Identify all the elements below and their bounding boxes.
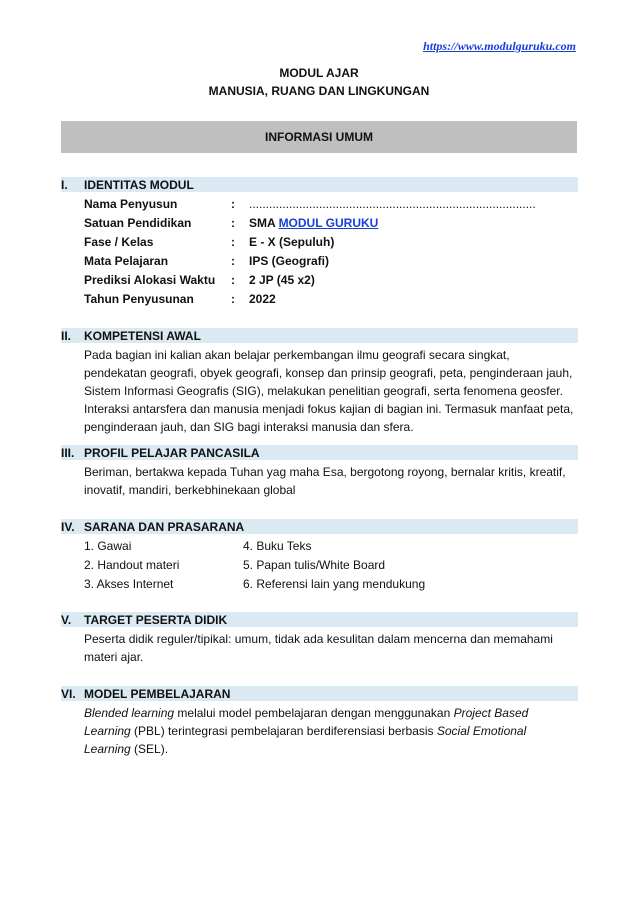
row-value: E - X (Sepuluh)	[249, 234, 335, 249]
modul-guruku-link[interactable]: MODUL GURUKU	[278, 215, 379, 230]
text-run: (PBL) terintegrasi pembelajaran berdiferensiasi berbasis	[130, 724, 437, 738]
row-value-prefix: SMA	[249, 215, 279, 230]
section-identitas	[61, 177, 578, 308]
row-value: IPS (Geografi)	[249, 253, 330, 268]
list-item: 6. Referensi lain yang mendukung	[243, 577, 426, 591]
section-number: IV.	[61, 519, 75, 534]
document-subtitle: MANUSIA, RUANG DAN LINGKUNGAN	[208, 84, 430, 98]
section-sarana	[61, 519, 578, 594]
section-title: TARGET PESERTA DIDIK	[84, 612, 228, 627]
section-body: Pada bagian ini kalian akan belajar perkembangan ilmu geografi secara singkat, pendekatan geografi, obyek geografi, konsep dan prinsip geografi, peta, penginderaan jauh, Sistem Informasi Geografis (SIG), melakukan penelitian geografi, serta fenomena geosfer. Interaksi antarsfera dan manusia menjadi fokus kajian di bagian ini. Termasuk manfaat peta, penginderaan jauh, dan SIG bagi interaksi manusia dan sfera.	[84, 348, 574, 434]
row-key: Fase / Kelas	[84, 234, 154, 249]
row-key: Mata Pelajaran	[84, 253, 169, 268]
text-run: melalui model pembelajaran dengan menggunakan	[174, 706, 454, 720]
text-italic: Project Based Learning	[84, 706, 529, 738]
section-heading	[61, 328, 578, 343]
row-key: Tahun Penyusunan	[84, 291, 194, 306]
section-heading	[61, 177, 578, 192]
sarana-list	[84, 537, 578, 594]
section-heading	[61, 445, 578, 460]
row-colon: :	[231, 215, 235, 230]
section-body: Beriman, bertakwa kepada Tuhan yag maha Esa, bergotong royong, bernalar kritis, kreatif, inovatif, mandiri, berkebhinekaan global	[84, 465, 566, 497]
section-number: III.	[61, 445, 75, 460]
info-umum-bar: INFORMASI UMUM	[61, 121, 577, 153]
website-link[interactable]: https://www.modulguruku.com	[423, 39, 576, 53]
identity-row	[84, 251, 578, 270]
section-title: PROFIL PELAJAR PANCASILA	[84, 445, 260, 460]
list-item: 1. Gawai	[84, 539, 132, 553]
document-title: MODUL AJAR	[279, 66, 359, 80]
row-key: Prediksi Alokasi Waktu	[84, 272, 216, 287]
section-kompetensi	[61, 328, 578, 436]
row-value: 2022	[249, 291, 276, 306]
section-model	[61, 686, 578, 758]
section-body	[84, 704, 574, 758]
row-colon: :	[231, 291, 235, 306]
section-number: I.	[61, 177, 68, 192]
list-item: 5. Papan tulis/White Board	[243, 558, 386, 572]
row-colon: :	[231, 253, 235, 268]
row-key: Satuan Pendidikan	[84, 215, 192, 230]
identity-row	[84, 213, 578, 232]
section-number: VI.	[61, 686, 76, 701]
section-title: MODEL PEMBELAJARAN	[84, 686, 231, 701]
row-value: ......................................................................................	[249, 196, 536, 211]
text-run: (SEL).	[130, 742, 169, 756]
section-title: KOMPETENSI AWAL	[84, 328, 201, 343]
section-title: SARANA DAN PRASARANA	[84, 519, 245, 534]
text-italic: Blended learning	[84, 706, 175, 720]
section-heading	[61, 612, 578, 627]
section-number: II.	[61, 328, 72, 343]
list-item: 3. Akses Internet	[84, 577, 174, 591]
section-body: Peserta didik reguler/tipikal: umum, tidak ada kesulitan dalam mencerna dan memahami materi ajar.	[84, 632, 553, 664]
row-colon: :	[231, 196, 235, 211]
identity-row	[84, 289, 578, 308]
section-heading	[61, 519, 578, 534]
text-italic: Social Emotional Learning	[84, 724, 527, 756]
identity-row	[84, 270, 578, 289]
section-heading	[61, 686, 578, 701]
section-target	[61, 612, 578, 666]
section-number: V.	[61, 612, 72, 627]
section-profil	[61, 445, 578, 499]
list-item: 4. Buku Teks	[243, 539, 312, 553]
section-title: IDENTITAS MODUL	[84, 177, 194, 192]
row-colon: :	[231, 234, 235, 249]
list-item: 2. Handout materi	[84, 558, 180, 572]
row-key: Nama Penyusun	[84, 196, 178, 211]
identity-row	[84, 194, 578, 213]
row-value: 2 JP (45 x2)	[249, 272, 315, 287]
identity-row	[84, 232, 578, 251]
row-colon: :	[231, 272, 235, 287]
